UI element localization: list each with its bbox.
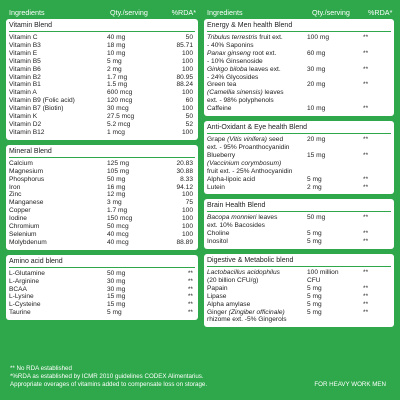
quantity: 30 mcg (107, 105, 129, 113)
quantity: 125 mg (107, 159, 129, 167)
rda-value (359, 97, 391, 105)
ingredient-name: Vitamin B12 (9, 128, 45, 136)
rda-value: ** (363, 183, 369, 191)
table-row (9, 215, 195, 223)
table-row (207, 168, 391, 176)
ingredient-name: Vitamin E (9, 49, 38, 57)
footnote-icmr: *%RDA as established by ICMR 2010 guidelines CODEX Alimentarius. (10, 373, 204, 380)
ingredient-name: BCAA (9, 285, 27, 293)
table-row (207, 184, 391, 192)
ingredient-name: Ginkgo biloba leaves ext. (207, 65, 281, 73)
rda-value: ** (363, 238, 369, 246)
ingredient-name: Vitamin B7 (Biotin) (9, 105, 64, 113)
digestive-metabolic-blend (204, 254, 394, 327)
quantity (307, 222, 359, 230)
rda-value: ** (363, 105, 369, 113)
table-row (9, 278, 195, 286)
quantity: 3 mg (107, 199, 122, 207)
table-row (207, 230, 391, 238)
rda-value: ** (363, 230, 369, 238)
table-row (207, 58, 391, 66)
rda-value: ** (363, 151, 369, 159)
mineral-blend (6, 145, 198, 250)
ingredient-name: (Vaccinium corymbosum) (207, 159, 282, 167)
quantity: 30 mg (107, 285, 126, 293)
rda-value: 88.89 (176, 238, 193, 246)
ingredient-name: L-Arginine (9, 277, 40, 285)
quantity: 100 mg (307, 34, 329, 41)
quantity: 60 mg (307, 49, 326, 57)
ingredient-name: Zinc (9, 191, 22, 199)
ingredient-name: - 40% Saponins (207, 41, 254, 49)
ingredient-name: Taurine (9, 309, 31, 317)
ingredient-name: L-Lysine (9, 293, 34, 301)
header-qty: Qty./serving (110, 8, 148, 17)
ingredient-name: Papain (207, 284, 228, 292)
quantity: 5 mg (107, 57, 122, 65)
ingredient-name: fruit ext. - 25% Anthocyanidin (207, 167, 293, 175)
table-row (207, 89, 391, 97)
ingredient-name: Choline (207, 230, 230, 238)
quantity: CFU (307, 276, 321, 284)
rda-value (359, 42, 391, 50)
rda-value: 60 (185, 97, 193, 105)
rda-value: ** (363, 292, 369, 300)
ingredient-name: Grape (Vitis vinifera) seed (207, 136, 284, 144)
table-row (9, 270, 195, 278)
quantity: 5 mg (307, 230, 322, 238)
rda-value: 100 (181, 215, 193, 223)
quantity: 10 mg (107, 49, 126, 57)
rda-value (359, 144, 391, 152)
rda-value: ** (363, 175, 369, 183)
ingredient-name: Manganese (9, 199, 44, 207)
table-row (207, 81, 391, 89)
ingredient-name: Caffeine (207, 105, 232, 113)
table-row (9, 176, 195, 184)
table-row (207, 222, 391, 230)
rda-value: ** (187, 277, 193, 285)
ingredient-name: - 24% Glycosides (207, 73, 259, 81)
table-row (9, 89, 195, 97)
table-row (9, 74, 195, 82)
section-title: Energy & Men health Blend (207, 21, 391, 32)
quantity: 12 mg (107, 191, 126, 199)
quantity: 30 mg (307, 65, 326, 73)
table-row (9, 121, 195, 129)
section-title: Vitamin Blend (9, 21, 195, 32)
rda-value (359, 74, 391, 82)
rda-value: ** (187, 293, 193, 301)
table-row (207, 136, 391, 144)
rda-value: 94.12 (176, 183, 193, 191)
section-title: Digestive & Metabolic blend (207, 256, 391, 267)
table-row (9, 129, 195, 137)
quantity: 1.7 mg (107, 73, 128, 81)
amino-acid-blend (6, 255, 198, 320)
table-row (9, 168, 195, 176)
ingredient-name: Phosphorus (9, 175, 45, 183)
table-row (207, 301, 391, 309)
quantity: 30 mg (107, 277, 126, 285)
table-row (207, 214, 391, 222)
table-row (9, 34, 195, 42)
table-row (9, 160, 195, 168)
ingredient-name: - 10% Ginsenoside (207, 57, 263, 65)
quantity: 40 mg (107, 34, 126, 41)
table-row (207, 176, 391, 184)
rda-value: ** (363, 34, 369, 41)
energy-men-health-blend (204, 19, 394, 116)
rda-value: ** (187, 309, 193, 317)
rda-value: ** (363, 81, 369, 89)
quantity: 5.2 mcg (107, 120, 131, 128)
quantity: 10 mg (307, 105, 326, 113)
table-row (9, 231, 195, 239)
table-row (9, 58, 195, 66)
table-row (207, 238, 391, 246)
header-rda: %RDA* (368, 8, 393, 17)
section-title: Brain Health Blend (207, 201, 391, 212)
table-row (9, 184, 195, 192)
rda-value: ** (363, 136, 369, 144)
ingredient-name: Blueberry (207, 151, 236, 159)
table-row (9, 286, 195, 294)
quantity: 50 mg (107, 269, 126, 277)
quantity: 120 mcg (107, 97, 133, 105)
ingredient-name: Vitamin D2 (9, 120, 42, 128)
table-row (207, 34, 391, 42)
ingredient-name: Vitamin B3 (9, 41, 41, 49)
table-row (207, 309, 391, 317)
table-row (207, 74, 391, 82)
ingredient-name: Green tea (207, 81, 237, 89)
quantity: 5 mg (307, 238, 322, 246)
quantity: 5 mg (307, 300, 322, 308)
quantity: 100 million (307, 269, 339, 277)
rda-value: ** (363, 65, 369, 73)
rda-value: 100 (181, 223, 193, 231)
header-qty: Qty./serving (312, 8, 350, 17)
quantity (307, 316, 359, 324)
rda-value: ** (363, 214, 369, 222)
quantity (307, 97, 359, 105)
rda-value: 100 (181, 57, 193, 65)
table-row (207, 152, 391, 160)
ingredient-name: Vitamin A (9, 89, 37, 97)
ingredient-name: rhizome ext. -5% Gingerols (207, 316, 287, 324)
rda-value: 100 (181, 105, 193, 113)
rda-value: 50 (185, 34, 193, 41)
ingredient-name: ext. - 98% polyphenols (207, 97, 274, 105)
rda-value: ** (363, 300, 369, 308)
quantity: 50 mg (307, 214, 326, 222)
quantity: 40 mcg (107, 238, 129, 246)
ingredient-name: Alpha-lipoic acid (207, 175, 256, 183)
quantity: 20 mg (307, 136, 326, 144)
rda-value: 100 (181, 230, 193, 238)
quantity: 5 mg (307, 175, 322, 183)
rda-value (359, 160, 391, 168)
footnote-no-rda: ** No RDA established (10, 365, 72, 372)
quantity: 2 mg (107, 65, 122, 73)
ingredient-name: Iodine (9, 215, 27, 223)
ingredient-name: L-Glutamine (9, 269, 45, 277)
antioxidant-eye-health-blend (204, 121, 394, 194)
rda-value (359, 277, 391, 285)
quantity (307, 168, 359, 176)
quantity (307, 89, 359, 97)
table-row (207, 66, 391, 74)
table-row (9, 66, 195, 74)
table-row (207, 144, 391, 152)
quantity: 600 mcg (107, 89, 133, 97)
quantity (307, 160, 359, 168)
table-row (9, 97, 195, 105)
table-row (207, 50, 391, 58)
ingredient-name: Vitamin K (9, 113, 38, 121)
table-row (9, 199, 195, 207)
quantity: 16 mg (107, 183, 126, 191)
rda-value: 30.88 (176, 167, 193, 175)
ingredient-name: ext. 10% Bacosides (207, 222, 265, 230)
rda-value: ** (363, 49, 369, 57)
rda-value: 20.83 (176, 159, 193, 167)
quantity: 1.7 mg (107, 207, 128, 215)
rda-value: 100 (181, 128, 193, 136)
ingredient-name: Vitamin B9 (Folic acid) (9, 97, 75, 105)
footnotes (10, 365, 207, 389)
table-row (9, 293, 195, 301)
rda-value: 100 (181, 49, 193, 57)
right-header (204, 6, 394, 19)
rda-value: 100 (181, 65, 193, 73)
brain-health-blend (204, 199, 394, 249)
rda-value: 50 (185, 113, 193, 121)
rda-value: 100 (181, 207, 193, 215)
table-row (207, 269, 391, 277)
quantity: 105 mg (107, 167, 129, 175)
ingredient-name: Alpha amylase (207, 300, 251, 308)
rda-value (359, 168, 391, 176)
ingredient-name: ext. - 95% Proanthocyanidin (207, 143, 290, 151)
left-column (6, 6, 198, 325)
ingredient-name: Inositol (207, 238, 228, 246)
rda-value (359, 89, 391, 97)
ingredient-name: Panax ginseng root ext. (207, 49, 277, 57)
table-row (9, 301, 195, 309)
ingredient-name: Calcium (9, 159, 33, 167)
vitamin-blend (6, 19, 198, 140)
left-header (6, 6, 198, 19)
quantity: 2 mg (307, 183, 322, 191)
header-rda: %RDA* (171, 8, 196, 17)
ingredient-name: (20 billion CFU/g) (207, 276, 259, 284)
table-row (9, 207, 195, 215)
table-row (207, 285, 391, 293)
quantity: 5 mg (307, 292, 322, 300)
ingredient-name: Ginger (Zingiber officinale) (207, 308, 285, 316)
quantity: 50 mcg (107, 223, 129, 231)
table-row (9, 81, 195, 89)
table-row (9, 113, 195, 121)
quantity: 15 mg (307, 151, 326, 159)
ingredient-name: (Camellia sinensis) leaves (207, 89, 284, 97)
table-row (9, 42, 195, 50)
quantity: 15 mg (107, 301, 126, 309)
quantity (307, 144, 359, 152)
rda-value: 85.71 (176, 41, 193, 49)
quantity: 1 mcg (107, 128, 125, 136)
product-tagline: FOR HEAVY WORK MEN (314, 381, 386, 388)
rda-value (359, 316, 391, 324)
header-ingredients: Ingredients (207, 8, 243, 17)
ingredient-name: Selenium (9, 230, 37, 238)
quantity: 15 mg (107, 293, 126, 301)
quantity: 18 mg (107, 41, 126, 49)
right-column (204, 6, 394, 332)
section-title: Mineral Blend (9, 147, 195, 158)
table-row (9, 309, 195, 317)
table-row (9, 239, 195, 247)
quantity: 40 mcg (107, 230, 129, 238)
rda-value: ** (363, 269, 369, 277)
table-row (207, 316, 391, 324)
ingredient-name: Tribulus terrestris fruit ext. (207, 34, 283, 41)
ingredient-name: Vitamin B6 (9, 65, 41, 73)
rda-value: ** (187, 285, 193, 293)
rda-value: ** (187, 269, 193, 277)
ingredient-name: Vitamin C (9, 34, 38, 41)
ingredient-name: Bacopa monnieri leaves (207, 214, 278, 222)
quantity (307, 74, 359, 82)
rda-value (359, 222, 391, 230)
rda-value: 52 (185, 120, 193, 128)
quantity: 5 mg (107, 309, 122, 317)
table-row (207, 160, 391, 168)
table-row (9, 191, 195, 199)
quantity: 27.5 mcg (107, 113, 135, 121)
table-row (207, 105, 391, 113)
table-row (9, 223, 195, 231)
ingredient-name: Chromium (9, 223, 40, 231)
rda-value: 100 (181, 89, 193, 97)
rda-value: 75 (185, 199, 193, 207)
table-row (9, 50, 195, 58)
footnote-overages: Appropriate overages of vitamins added to compensate loss on storage. (10, 381, 208, 388)
quantity: 150 mcg (107, 215, 133, 223)
quantity (307, 58, 359, 66)
section-title: Amino acid blend (9, 257, 195, 268)
rda-value: 80.95 (176, 73, 193, 81)
rda-value: 8.33 (180, 175, 193, 183)
rda-value: ** (363, 308, 369, 316)
quantity: 5 mg (307, 308, 322, 316)
header-ingredients: Ingredients (9, 8, 45, 17)
table-row (207, 42, 391, 50)
section-title: Anti-Oxidant & Eye health Blend (207, 123, 391, 134)
ingredient-name: Lutein (207, 183, 225, 191)
quantity: 5 mg (307, 284, 322, 292)
ingredient-name: Vitamin B1 (9, 81, 41, 89)
ingredient-name: Lipase (207, 292, 227, 300)
table-row (207, 277, 391, 285)
quantity (307, 42, 359, 50)
ingredient-name: Vitamin B2 (9, 73, 41, 81)
quantity: 20 mg (307, 81, 326, 89)
ingredient-name: Magnesium (9, 167, 44, 175)
rda-value: ** (187, 301, 193, 309)
rda-value (359, 58, 391, 66)
table-row (207, 293, 391, 301)
ingredient-name: Molybdenum (9, 238, 47, 246)
rda-value: 88.24 (176, 81, 193, 89)
table-row (9, 105, 195, 113)
ingredient-name: Lactobacillus acidophilus (207, 269, 280, 277)
rda-value: 100 (181, 191, 193, 199)
quantity: 1.5 mg (107, 81, 128, 89)
ingredient-name: Vitamin B5 (9, 57, 41, 65)
ingredient-name: L-Cysteine (9, 301, 41, 309)
table-row (207, 97, 391, 105)
quantity: 50 mg (107, 175, 126, 183)
ingredient-name: Copper (9, 207, 31, 215)
rda-value: ** (363, 284, 369, 292)
ingredient-name: Iron (9, 183, 21, 191)
